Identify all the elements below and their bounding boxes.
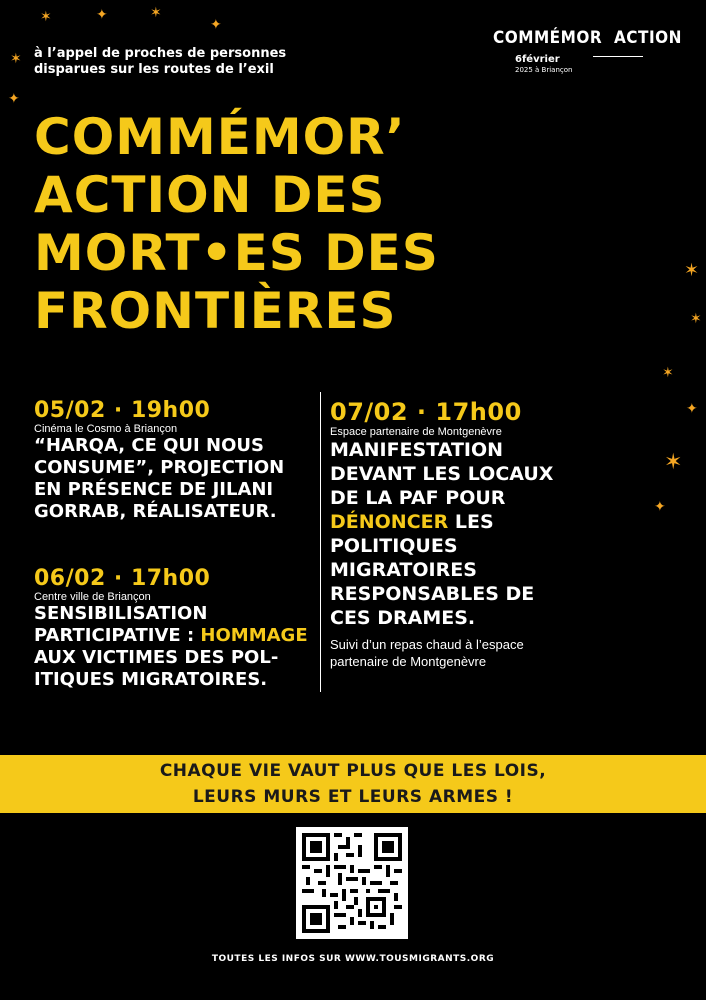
desc-line: CONSUME”, PROJECTION	[34, 457, 285, 478]
event-venue: Espace partenaire de Montgenèvre	[330, 426, 502, 438]
column-divider	[320, 392, 321, 692]
sparkle-icon: ✶	[150, 5, 162, 21]
sparkle-icon: ✦	[96, 7, 108, 23]
desc-line: MANIFESTATION	[330, 439, 504, 461]
note-line: partenaire de Montgenèvre	[330, 654, 487, 669]
desc-text: LES	[448, 511, 494, 533]
highlight-word: HOMMAGE	[200, 625, 308, 646]
sparkle-icon: ✶	[10, 51, 22, 67]
event-date: 05/02 · 19h00	[34, 398, 211, 423]
title-line: FRONTIÈRES	[34, 282, 397, 340]
desc-line: ITIQUES MIGRATOIRES.	[34, 669, 268, 690]
desc-line	[330, 510, 660, 534]
logo-year: 2025 à Briançon	[515, 66, 573, 74]
event-description	[330, 438, 660, 630]
page-title	[34, 108, 674, 340]
event-venue: Centre ville de Briançon	[34, 591, 151, 603]
desc-line: AUX VICTIMES DES POL-	[34, 647, 279, 668]
desc-line: RESPONSABLES DE	[330, 583, 535, 605]
desc-line: CES DRAMES.	[330, 607, 476, 629]
logo-word-1: COMMÉMOR	[493, 28, 603, 48]
footer-link-text[interactable]: TOUTES LES INFOS SUR WWW.TOUSMIGRANTS.ORG	[211, 954, 495, 964]
logo-text	[493, 28, 682, 48]
event-description	[34, 435, 314, 523]
event-block-2	[34, 566, 319, 691]
sparkle-icon: ✶	[662, 365, 674, 381]
sparkle-icon: ✦	[654, 499, 666, 515]
sparkle-icon: ✶	[664, 450, 683, 475]
sparkle-icon: ✦	[8, 91, 20, 107]
desc-line: POLITIQUES	[330, 535, 458, 557]
event-note	[330, 636, 660, 670]
intro-line: disparues sur les routes de l’exil	[34, 62, 274, 77]
event-block-1	[34, 398, 314, 523]
desc-line: EN PRÉSENCE DE JILANI	[34, 479, 274, 500]
qr-code-image	[302, 833, 402, 933]
title-line: COMMÉMOR’	[34, 108, 406, 166]
desc-line: DEVANT LES LOCAUX	[330, 463, 554, 485]
intro-line: à l’appel de proches de personnes	[34, 46, 287, 61]
desc-line	[34, 625, 319, 647]
title-line: MORT•ES DES	[34, 224, 439, 282]
sparkle-icon: ✶	[690, 311, 702, 327]
highlight-word: DÉNONCER	[330, 511, 449, 533]
intro-text	[34, 46, 314, 78]
desc-text: PARTICIPATIVE :	[34, 625, 201, 646]
title-line: ACTION DES	[34, 166, 386, 224]
qr-code[interactable]	[296, 827, 408, 939]
logo-date: 6février	[515, 54, 560, 65]
desc-line: “HARQA, CE QUI NOUS	[34, 435, 264, 456]
desc-line: SENSIBILISATION	[34, 603, 208, 624]
sparkle-icon: ✶	[684, 260, 700, 281]
event-block-3	[330, 398, 660, 670]
note-line: Suivi d’un repas chaud à l’espace	[330, 637, 524, 652]
event-venue: Cinéma le Cosmo à Briançon	[34, 423, 178, 435]
event-date: 07/02 · 17h00	[330, 398, 522, 426]
desc-line: DE LA PAF POUR	[330, 487, 506, 509]
desc-line: GORRAB, RÉALISATEUR.	[34, 501, 277, 522]
slogan-line: LEURS MURS ET LEURS ARMES !	[192, 787, 514, 807]
sparkle-icon: ✦	[686, 401, 698, 417]
logo-word-2: ACTION	[613, 28, 682, 48]
barbed-wire-icon	[593, 56, 643, 57]
slogan-banner	[0, 755, 706, 813]
slogan-line: CHAQUE VIE VAUT PLUS QUE LES LOIS,	[159, 761, 547, 781]
sparkle-icon: ✶	[40, 9, 52, 25]
sparkle-icon: ✦	[210, 17, 222, 33]
event-description	[34, 603, 319, 691]
desc-line: MIGRATOIRES	[330, 559, 477, 581]
event-logo	[493, 24, 683, 94]
event-date: 06/02 · 17h00	[34, 566, 211, 591]
